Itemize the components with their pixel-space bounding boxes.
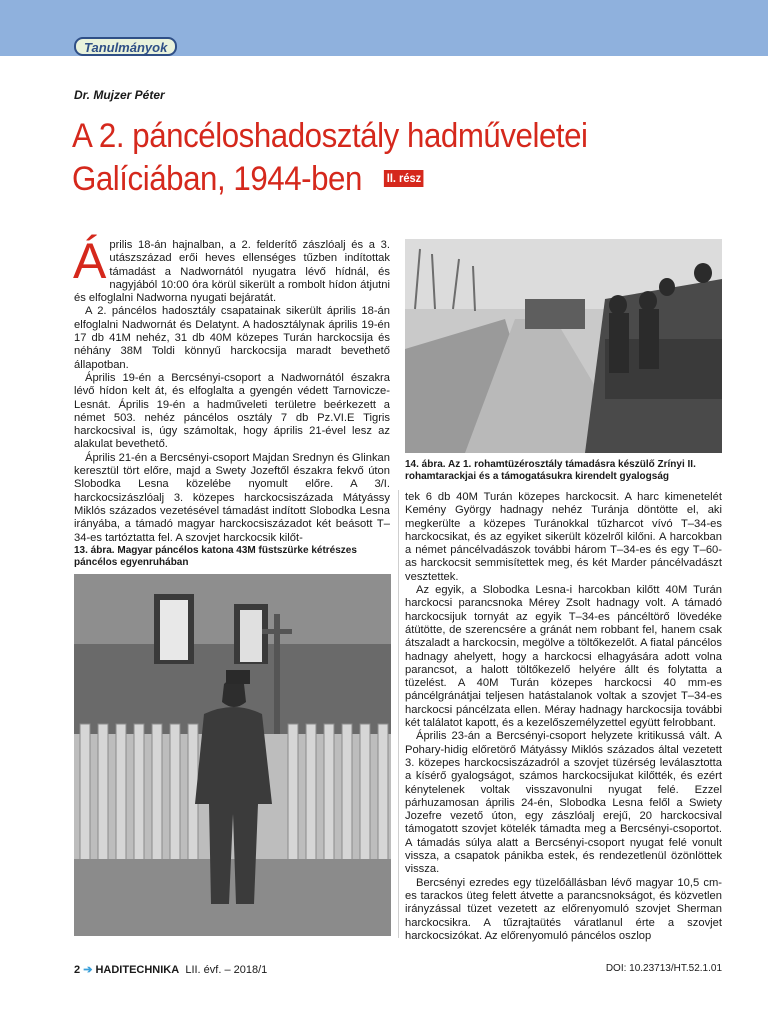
part-badge: II. rész [384, 170, 424, 187]
title-line-2 [72, 158, 642, 201]
paragraph: Az egyik, a Slobodka Lesna-i harcokban kilőtt 40M Turán harckocsi parancsnoka Mérey Zsolt hadnagy volt. A támadó harckocsijuk tornyát az egyik T–34-es páncéltörő lövedéke átütötte, de szerencsére a gránát nem robbant fel, hanem csak átszaladt a harckocsin, megölve a töltőkezelőt. A fiatal páncélos hadnagy ahelyett, hogy a harckocsi elhagyására adott volna parancsot, a halott töltőkezelő helyére állt és folytatta a tüzelést. A 40M Turán közepes harckocsi 40 mm-es páncélgránátjai teljesen hatástalanok voltak a szovjet T–34-es harckocsi páncélzata ellen. Méray hadnagy harckocsija további két találatot kapott, és a kezelőszemélyzettel együtt felrobbant. [405, 584, 722, 730]
doi: DOI: 10.23713/HT.52.1.01 [605, 963, 722, 974]
section-tag: Tanulmányok [74, 37, 177, 56]
author: Dr. Mujzer Péter [74, 88, 165, 102]
paragraph: tek 6 db 40M Turán közepes harckocsit. A harc kimenetelét Kemény György hadnagy nehéz Turánja döntötte el, aki megkerülte a közepes Turánokkal tűzharcot vívó T–34-es harckocsikat, és az egyiket sikerült közelről kilőni. A harcokban a német páncélvadászok további három T–34-es és egy T–60-as harckocsit semmisítettek meg, és két Marder páncélvadászt vesztettek. [405, 491, 722, 583]
paragraph: Április 21-én a Bercsényi-csoport Majdan Srednyn és Glinkan keresztül tört előre, majd a Swety Jozeftől északra fekvő úton Slobodka Lesna közelébe nyomult előre. A 3/I. harckocsizászlóalj 3. közepes harckocsiszázada Mátyássy Miklós százados vezetésével támadást indított Slobodka Lesna irányába, a támadó magyar harckocsiszázadot két beásott T–34-es tartóztatta fel. A szovjet harckocsik kilőt- [74, 451, 390, 544]
issue-info: LII. évf. – 2018/1 [185, 964, 268, 976]
assault-howitzers-photo-image [405, 239, 722, 453]
title-line-1: A 2. páncéloshadosztály hadműveletei [72, 117, 588, 155]
right-column [405, 491, 722, 943]
magazine-name: HADITECHNIKA [95, 964, 180, 976]
figure-14-photo [405, 239, 722, 453]
title-line-2-text: Galíciában, 1944-ben [72, 160, 362, 198]
figure-13-caption: 13. ábra. Magyar páncélos katona 43M füstszürke kétrészes páncélos egyenruhában [74, 545, 357, 568]
paragraph: prilis 18-án hajnalban, a 2. felderítő zászlóalj és a 3. utászszázad erői heves ellenséges tűzben indítottak támadást a Nadwornától nyugatra lévő hídnál, és nagyjából 10:00 óra körül sikerült a rombolt hídon átjutni és elfoglalni Nadworna nyugati bejáratát. [74, 239, 390, 305]
paragraph: A 2. páncélos hadosztály csapatainak sikerült április 18-án elfoglalni Nadwornát és Delatynt. A hadosztálynak április 19-én 17 db 41M nehéz, 31 db 40M közepes Turán harckocsija és néhány 38M Toldi könnyű harckocsija maradt bevethető állapotban. [74, 305, 390, 371]
figure-14-caption: 14. ábra. Az 1. rohamtüzérosztály támadásra készülő Zrínyi II. rohamtarackjai és a támogatásukra kirendelt gyalogság [405, 459, 696, 482]
page-footer [74, 963, 267, 976]
page-number: 2 [74, 964, 81, 976]
paragraph: Április 19-én a Bercsényi-csoport a Nadwornától északra lévő hídon kelt át, és elfoglalta a gyengén védett Tarnovicze-Lesnát. Április 19-én a hadműveleti területre beérkezett a német 503. nehéz páncélos osztály 7 db Pz.VI.E Tigris harckocsival is, úgy számoltak, hogy április 21-ével lesz az alakulat bevethető. [74, 371, 390, 451]
drop-cap: Á [73, 233, 107, 289]
figure-13-photo [74, 574, 391, 936]
article-title [72, 115, 642, 201]
left-column [73, 233, 390, 545]
arrow-right-icon: ➔ [83, 964, 93, 976]
column-divider [398, 490, 399, 938]
paragraph: Április 23-án a Bercsényi-csoport helyzete kritikussá vált. A Pohary-hidig előretörő Mátyássy Miklós százados által vezetett 3. közepes harckocsiszázadról a szovjet tüzérség leválasztotta a kísérő gyalogságot, számos harckocsijukat kilőtték, és ezért kénytelenek voltak visszavonulni nyugat felé. Ezzel párhuzamosan április 24-én, Slobodka Lesna felől a Swiety Jozefre vezető úton, egy zászlóalj erejű, 20 harckocsival támogatott szovjet kötelék támadta meg a Bercsényi-csoportot. A támadás súlya alatt a Bercsényi-csoport nyugat felé vonult vissza, a csapatok pánikba estek, és rendezetlenül özönlöttek vissza. [405, 730, 722, 876]
paragraph: Bercsényi ezredes egy tüzelőállásban lévő magyar 10,5 cm-es tarackos üteg felett átvette a parancsnokságot, és közvetlen irányzással tüzet vezetett az előrenyomuló szovjet Sherman harckocsikra. A tűzrajtaütés váratlanul érte a szovjet harckocsizókat. Az előrenyomuló páncélos oszlop [405, 876, 722, 942]
soldier-photo-image [74, 574, 391, 936]
